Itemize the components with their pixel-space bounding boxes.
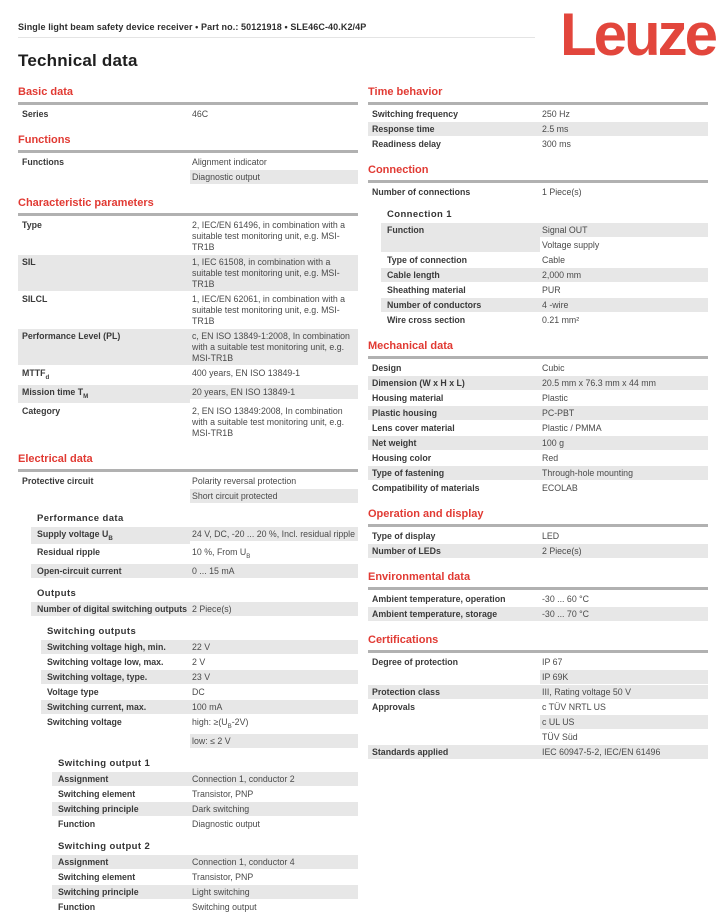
row-values bbox=[190, 885, 358, 899]
row-value: Short circuit protected bbox=[190, 489, 358, 503]
table-row bbox=[381, 268, 708, 282]
row-label: Type of connection bbox=[387, 255, 467, 265]
subscript-text: M bbox=[83, 392, 89, 400]
row-label: Standards applied bbox=[368, 745, 540, 759]
table-row bbox=[368, 185, 708, 199]
row-value: TÜV Süd bbox=[542, 732, 578, 742]
table-row bbox=[52, 802, 358, 816]
row-value: IP 67 bbox=[542, 657, 563, 667]
row-label: Switching current, max. bbox=[41, 700, 190, 714]
doc-subtitle: Single light beam safety device receiver • Part no.: 50121918 • SLE46C-40.K2/4P bbox=[18, 22, 535, 38]
row-label: SIL bbox=[18, 255, 190, 291]
row-values bbox=[190, 545, 358, 563]
row-values bbox=[190, 655, 358, 669]
subscript-text: B bbox=[246, 553, 251, 560]
table-row bbox=[41, 640, 358, 654]
row-label: Switching voltage high, min. bbox=[41, 640, 190, 654]
row-label: Readiness delay bbox=[372, 139, 441, 149]
table-row bbox=[368, 107, 708, 121]
section-rule bbox=[18, 213, 358, 216]
row-values bbox=[540, 185, 708, 199]
row-value: 2, IEC/EN 61496, in combination with a suitable test monitoring unit, e.g. MSI-TR1B bbox=[192, 220, 346, 252]
row-label: Number of conductors bbox=[381, 298, 540, 312]
table-row bbox=[18, 474, 358, 503]
section-title: Electrical data bbox=[18, 452, 93, 465]
table-row bbox=[41, 655, 358, 669]
table-row bbox=[18, 404, 358, 440]
row-values bbox=[540, 529, 708, 543]
row-value: 100 mA bbox=[190, 700, 358, 714]
subsection-title: Switching outputs bbox=[47, 626, 137, 637]
row-values bbox=[190, 870, 358, 884]
row-value: 2, EN ISO 13849:2008, In combination with a suitable test monitoring unit, e.g. MSI-TR1B bbox=[192, 405, 345, 438]
row-value: Connection 1, conductor 2 bbox=[190, 772, 358, 786]
section-connection bbox=[368, 164, 708, 327]
row-value: -30 ... 60 °C bbox=[542, 594, 590, 604]
table-row bbox=[368, 137, 708, 151]
row-label: Degree of protection bbox=[372, 657, 459, 667]
row-value: 2 Piece(s) bbox=[540, 544, 708, 558]
row-values bbox=[540, 655, 708, 684]
row-values bbox=[540, 406, 708, 420]
row-value: Cubic bbox=[542, 363, 565, 373]
row-values bbox=[190, 107, 358, 121]
row-value: 4 -wire bbox=[540, 298, 708, 312]
row-label: Number of LEDs bbox=[368, 544, 540, 558]
section-electrical-data bbox=[18, 453, 358, 914]
row-values bbox=[190, 685, 358, 699]
row-values bbox=[540, 745, 708, 759]
section-title: Certifications bbox=[368, 634, 439, 646]
section-title: Characteristic parameters bbox=[18, 197, 154, 209]
right-column bbox=[368, 86, 708, 915]
row-values bbox=[190, 900, 358, 914]
row-values bbox=[540, 107, 708, 121]
table-row bbox=[18, 366, 358, 384]
row-label: Design bbox=[372, 363, 402, 373]
row-label: Series bbox=[22, 109, 49, 119]
table-row bbox=[31, 564, 358, 578]
row-value: 2 Piece(s) bbox=[190, 602, 358, 616]
row-value: 1, IEC/EN 62061, in combination with a suitable test monitoring unit, e.g. MSI-TR1B bbox=[192, 294, 346, 326]
page-title: Technical data bbox=[18, 51, 138, 70]
section-title: Connection bbox=[368, 164, 429, 176]
section-rule bbox=[18, 102, 358, 105]
table-row bbox=[52, 885, 358, 899]
table-row bbox=[368, 745, 708, 759]
row-value: 2 V bbox=[192, 657, 206, 667]
row-label: $MTTF_d$ bbox=[22, 368, 50, 381]
table-row bbox=[31, 545, 358, 563]
table-row bbox=[368, 685, 708, 699]
section-time-behavior bbox=[368, 86, 708, 151]
row-values bbox=[540, 137, 708, 151]
row-label: Cable length bbox=[381, 268, 540, 282]
section-rule bbox=[368, 356, 708, 359]
row-values bbox=[540, 361, 708, 375]
row-label: Type of fastening bbox=[368, 466, 540, 480]
row-values bbox=[190, 802, 358, 816]
row-values bbox=[190, 474, 358, 503]
row-value: Light switching bbox=[190, 885, 358, 899]
row-value: 23 V bbox=[190, 670, 358, 684]
row-values bbox=[190, 640, 358, 654]
row-value: 46C bbox=[192, 109, 209, 119]
row-label: Type bbox=[22, 220, 42, 230]
row-values bbox=[190, 404, 358, 440]
section-basic-data bbox=[18, 86, 358, 121]
table-row bbox=[368, 466, 708, 480]
section-title: Operation and display bbox=[368, 508, 484, 520]
row-label: Switching voltage low, max. bbox=[47, 657, 164, 667]
row-values bbox=[540, 544, 708, 558]
table-row bbox=[52, 855, 358, 869]
row-values bbox=[190, 715, 358, 748]
section-certifications bbox=[368, 634, 708, 759]
row-label: Dimension (W x H x L) bbox=[368, 376, 540, 390]
row-label: Switching frequency bbox=[372, 109, 459, 119]
row-values bbox=[190, 855, 358, 869]
row-value: ECOLAB bbox=[542, 483, 578, 493]
row-values bbox=[190, 700, 358, 714]
section-mechanical-data bbox=[368, 340, 708, 495]
row-values bbox=[540, 283, 708, 297]
table-row bbox=[368, 122, 708, 136]
subsection-title: Switching output 2 bbox=[58, 840, 151, 852]
row-value: high: $\ge(U_B-2V)$ bbox=[192, 717, 249, 730]
row-values bbox=[190, 366, 358, 384]
row-label: Response time bbox=[368, 122, 540, 136]
table-row bbox=[368, 700, 708, 744]
table-row bbox=[368, 406, 708, 420]
table-row bbox=[368, 607, 708, 621]
row-label: Compatibility of materials bbox=[372, 483, 480, 493]
row-value: 400 years, EN ISO 13849-1 bbox=[192, 368, 301, 378]
row-value: Through-hole mounting bbox=[540, 466, 708, 480]
row-label: Ambient temperature, storage bbox=[368, 607, 540, 621]
row-values bbox=[190, 255, 358, 291]
row-label: Functions bbox=[22, 157, 65, 167]
row-value: III, Rating voltage 50 V bbox=[540, 685, 708, 699]
row-label: Lens cover material bbox=[372, 423, 455, 433]
row-value: 20.5 mm x 76.3 mm x 44 mm bbox=[540, 376, 708, 390]
table-row bbox=[381, 283, 708, 297]
table-row bbox=[52, 817, 358, 831]
section-environmental-data bbox=[368, 571, 708, 621]
table-row bbox=[368, 529, 708, 543]
subscript-text: B bbox=[227, 722, 232, 730]
row-value: 1, IEC 61508, in combination with a suitable test monitoring unit, e.g. MSI-TR1B bbox=[190, 255, 358, 291]
row-values bbox=[190, 527, 358, 545]
row-label: Function bbox=[58, 901, 96, 912]
table-row bbox=[368, 361, 708, 375]
table-row bbox=[368, 481, 708, 495]
row-value: Diagnostic output bbox=[190, 170, 358, 184]
row-label: Switching element bbox=[58, 871, 136, 882]
table-row bbox=[18, 329, 358, 365]
row-values bbox=[540, 391, 708, 405]
row-label: Assignment bbox=[52, 772, 190, 786]
row-values bbox=[540, 122, 708, 136]
row-value: Plastic / PMMA bbox=[542, 423, 602, 433]
row-value: Signal OUT bbox=[540, 223, 708, 237]
table-row bbox=[18, 218, 358, 254]
row-value: 2,000 mm bbox=[540, 268, 708, 282]
section-rule bbox=[368, 180, 708, 183]
row-values bbox=[540, 685, 708, 699]
row-values bbox=[190, 602, 358, 616]
row-value: Red bbox=[542, 453, 559, 463]
table-row bbox=[52, 772, 358, 786]
table-row bbox=[381, 298, 708, 312]
row-label: Number of digital switching outputs bbox=[31, 602, 190, 616]
table-row bbox=[41, 685, 358, 699]
row-label: Number of connections bbox=[372, 187, 471, 197]
row-values bbox=[540, 223, 708, 252]
section-rule bbox=[368, 102, 708, 105]
row-label: Switching principle bbox=[52, 885, 190, 899]
row-value: low: ≤ 2 V bbox=[190, 734, 358, 748]
row-values bbox=[540, 592, 708, 606]
row-label: Performance Level (PL) bbox=[18, 329, 190, 365]
table-row bbox=[381, 253, 708, 267]
table-row bbox=[368, 421, 708, 435]
row-value: Voltage supply bbox=[542, 240, 600, 250]
table-row bbox=[368, 436, 708, 450]
row-value: c, EN ISO 13849-1:2008, In combination with a suitable test monitoring unit, e.g. MSI-TR1B bbox=[190, 329, 358, 365]
table-row bbox=[368, 592, 708, 606]
row-value: PC-PBT bbox=[540, 406, 708, 420]
section-characteristic-parameters bbox=[18, 197, 358, 440]
section-title: Functions bbox=[18, 134, 71, 146]
row-label: Function bbox=[58, 818, 96, 829]
row-value: -30 ... 70 °C bbox=[540, 607, 708, 621]
table-row bbox=[52, 787, 358, 801]
table-row bbox=[41, 670, 358, 684]
row-values bbox=[540, 298, 708, 312]
row-value: PUR bbox=[542, 285, 561, 295]
row-values bbox=[190, 772, 358, 786]
section-title: Mechanical data bbox=[368, 340, 453, 352]
row-values bbox=[540, 451, 708, 465]
row-label: Housing color bbox=[372, 453, 432, 463]
row-values bbox=[540, 268, 708, 282]
row-label: Plastic housing bbox=[368, 406, 540, 420]
row-label: SILCL bbox=[22, 294, 48, 304]
row-values bbox=[190, 218, 358, 254]
left-column bbox=[18, 86, 358, 915]
row-values bbox=[540, 253, 708, 267]
row-label: Voltage type bbox=[47, 687, 99, 697]
row-label: Ambient temperature, operation bbox=[372, 594, 506, 604]
row-label: Open-circuit current bbox=[31, 564, 190, 578]
row-value: c TÜV NRTL US bbox=[542, 702, 606, 712]
row-value: Connection 1, conductor 4 bbox=[190, 855, 358, 869]
row-label: Protection class bbox=[368, 685, 540, 699]
row-label: Mission time $T_M$ bbox=[18, 385, 190, 403]
row-value: Dark switching bbox=[190, 802, 358, 816]
row-values bbox=[540, 376, 708, 390]
table-row bbox=[368, 376, 708, 390]
brand-logo: Leuze bbox=[559, 1, 715, 68]
row-label: Switching voltage bbox=[47, 717, 122, 727]
table-row bbox=[368, 451, 708, 465]
row-label: Sheathing material bbox=[387, 285, 466, 295]
row-label: Type of display bbox=[372, 531, 436, 541]
row-value: 22 V bbox=[190, 640, 358, 654]
row-value: 250 Hz bbox=[542, 109, 570, 119]
section-rule bbox=[18, 469, 358, 472]
subsection-title: Outputs bbox=[37, 588, 77, 599]
row-value: Transistor, PNP bbox=[192, 788, 254, 799]
row-value: LED bbox=[542, 531, 560, 541]
table-row bbox=[18, 155, 358, 184]
row-values bbox=[190, 155, 358, 184]
table-row bbox=[52, 870, 358, 884]
row-values bbox=[190, 329, 358, 365]
row-value: Diagnostic output bbox=[192, 818, 260, 829]
row-values bbox=[190, 787, 358, 801]
row-label: Assignment bbox=[52, 855, 190, 869]
row-values bbox=[190, 385, 358, 403]
row-label: Category bbox=[22, 405, 61, 416]
row-value: Switching output bbox=[192, 901, 257, 912]
row-label: Switching voltage, type. bbox=[41, 670, 190, 684]
row-value: 24 V, DC, -20 ... 20 %, Incl. residual ripple bbox=[190, 527, 358, 541]
section-operation-and-display bbox=[368, 508, 708, 558]
row-values bbox=[540, 607, 708, 621]
row-value: 100 g bbox=[540, 436, 708, 450]
row-value: 1 Piece(s) bbox=[542, 187, 582, 197]
subsection-title: Performance data bbox=[37, 512, 124, 524]
row-values bbox=[540, 313, 708, 327]
section-rule bbox=[18, 150, 358, 153]
table-row bbox=[368, 544, 708, 558]
table-row bbox=[18, 255, 358, 291]
row-values bbox=[190, 292, 358, 328]
table-row bbox=[368, 655, 708, 684]
row-label: Approvals bbox=[372, 702, 416, 712]
row-value: DC bbox=[192, 687, 205, 697]
subsection-title: Connection 1 bbox=[387, 209, 452, 220]
section-rule bbox=[368, 650, 708, 653]
table-row bbox=[31, 602, 358, 616]
row-value: 10 %, From $U_B$ bbox=[192, 547, 251, 560]
row-value: 2.5 ms bbox=[540, 122, 708, 136]
section-title: Environmental data bbox=[368, 571, 471, 583]
row-value: Cable bbox=[542, 255, 565, 265]
table-row bbox=[41, 715, 358, 748]
row-values bbox=[540, 436, 708, 450]
row-values bbox=[540, 700, 708, 744]
row-values bbox=[540, 421, 708, 435]
row-label: Protective circuit bbox=[22, 475, 94, 486]
row-label: Net weight bbox=[368, 436, 540, 450]
table-row bbox=[18, 107, 358, 121]
table-row bbox=[52, 900, 358, 914]
subscript-text: d bbox=[45, 373, 50, 381]
section-rule bbox=[368, 524, 708, 527]
row-value: c UL US bbox=[540, 715, 708, 729]
section-title: Basic data bbox=[18, 86, 74, 98]
row-label: Wire cross section bbox=[387, 315, 466, 325]
row-label: Function bbox=[381, 223, 540, 252]
subsection-title: Switching output 1 bbox=[58, 757, 151, 769]
row-values bbox=[540, 481, 708, 495]
section-title: Time behavior bbox=[368, 86, 443, 98]
two-column-layout bbox=[18, 86, 708, 915]
row-value: Transistor, PNP bbox=[192, 871, 254, 882]
row-label: Supply voltage $U_B$ bbox=[31, 527, 190, 545]
table-row bbox=[381, 223, 708, 252]
table-row bbox=[368, 391, 708, 405]
table-row bbox=[31, 527, 358, 545]
row-values bbox=[190, 670, 358, 684]
row-values bbox=[190, 817, 358, 831]
section-functions bbox=[18, 134, 358, 184]
row-label: Switching principle bbox=[52, 802, 190, 816]
table-row bbox=[41, 700, 358, 714]
row-value: IP 69K bbox=[540, 670, 708, 684]
row-value: Plastic bbox=[542, 393, 568, 403]
row-value: 0 ... 15 mA bbox=[190, 564, 358, 578]
row-value: 0.21 mm² bbox=[542, 315, 580, 325]
table-row bbox=[381, 313, 708, 327]
row-label: Residual ripple bbox=[37, 547, 101, 558]
row-value: 300 ms bbox=[542, 139, 571, 149]
section-rule bbox=[368, 587, 708, 590]
row-values bbox=[190, 564, 358, 578]
row-value: Alignment indicator bbox=[192, 157, 267, 167]
row-value: IEC 60947-5-2, IEC/EN 61496 bbox=[540, 745, 708, 759]
row-value: 20 years, EN ISO 13849-1 bbox=[190, 385, 358, 399]
table-row bbox=[18, 385, 358, 403]
table-row bbox=[18, 292, 358, 328]
subscript-text: B bbox=[108, 534, 113, 542]
row-value: Polarity reversal protection bbox=[192, 475, 297, 486]
row-values bbox=[540, 466, 708, 480]
row-label: Housing material bbox=[372, 393, 444, 403]
row-label: Switching element bbox=[58, 788, 136, 799]
